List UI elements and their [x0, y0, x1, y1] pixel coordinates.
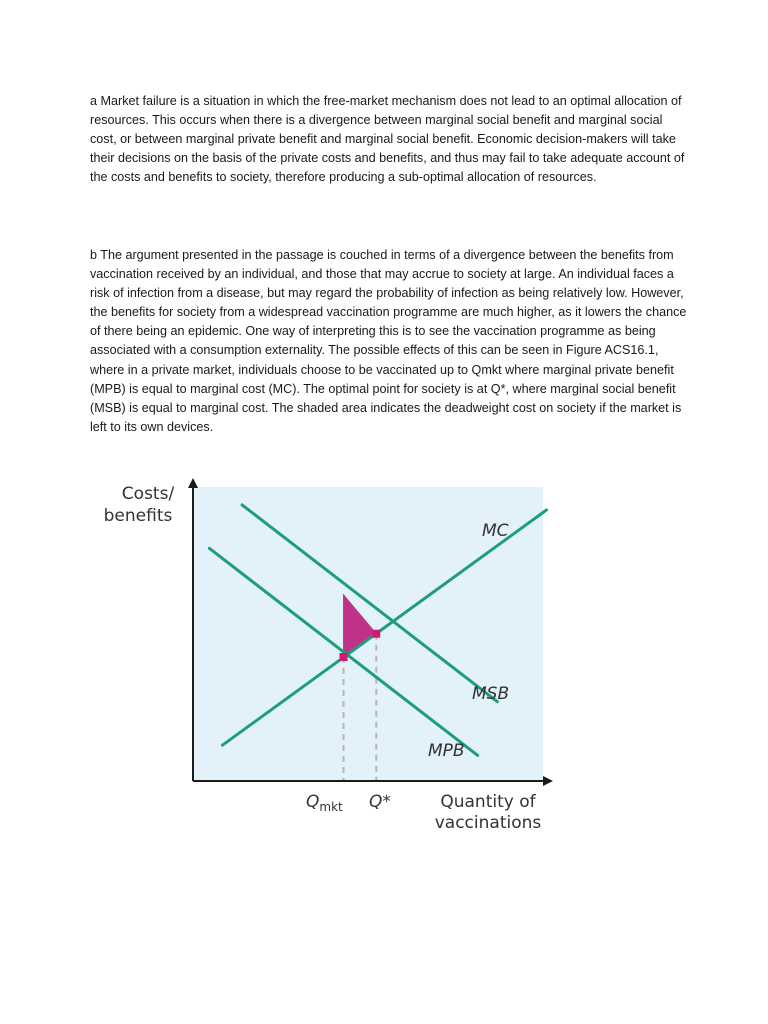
label-mc: MC — [482, 521, 509, 541]
qstar-tick-label: Q* — [369, 792, 391, 812]
qmkt-main: Q — [306, 792, 320, 812]
paragraph-b: b The argument presented in the passage is couched in terms of a divergence between the benefits from vaccination received by an individual, and those that may accrue to society at large. An individual faces a risk of infection from a disease, but may regard the probability of infection as being relatively low. However, the benefits for society from a widespread vaccination programme are much higher, as it lowers the chance of there being an epidemic. One way of interpreting this is to see the vaccination programme as being associated with a consumption externality. The possible effects of this can be seen in Figure ACS16.1, where in a private market, individuals choose to be vaccinated up to Qmkt where marginal private benefit (MPB) is equal to marginal cost (MC). The optimal point for society is at Q*, where marginal social benefit (MSB) is equal to marginal cost. The shaded area indicates the deadweight cost on society if the market is left to its own devices. — [90, 248, 687, 434]
paragraph-a: a Market failure is a situation in which the free-market mechanism does not lead to an optimal allocation of resources. This occurs when there is a divergence between marginal social benefit and marginal social cost, or between marginal private benefit and marginal social benefit. Economic decision-makers will take their decisions on the basis of the private costs and benefits, and thus may fail to take adequate account of the costs and benefits to society, therefore producing a sub-optimal allocation of resources. — [90, 94, 685, 185]
label-mpb: MPB — [428, 741, 465, 761]
x-axis-label-line2: vaccinations — [434, 813, 542, 833]
qmkt-tick-label — [306, 792, 343, 814]
y-axis-label-line1: Costs/ — [121, 484, 175, 504]
y-axis-arrow — [188, 478, 198, 488]
equilibrium-point-qstar — [372, 630, 380, 638]
label-msb: MSB — [472, 684, 510, 704]
market-failure-figure — [90, 474, 560, 834]
x-axis-label-line1: Quantity of — [440, 792, 536, 812]
qmkt-subscript: mkt — [319, 800, 343, 814]
equilibrium-point-qmkt — [340, 653, 348, 661]
externality-chart — [90, 474, 560, 834]
y-axis-label-line2: benefits — [103, 506, 173, 526]
x-axis-arrow — [543, 776, 553, 786]
